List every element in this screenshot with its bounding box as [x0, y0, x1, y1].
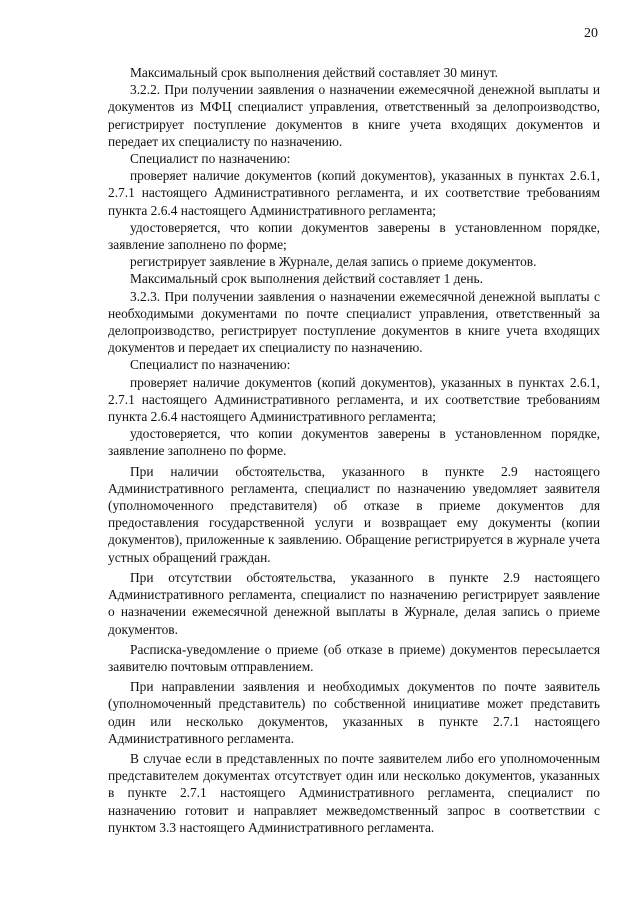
paragraph: Максимальный срок выполнения действий составляет 30 минут. [130, 65, 499, 80]
paragraph: проверяет наличие документов (копий документов), указанных в пунктах 2.6.1, 2.7.1 настоящего Административного регламента, и их соответствие требованиям пункта 2.6.4 настоящего Административного регламента; [108, 374, 600, 425]
paragraph: Специалист по назначению: [130, 357, 291, 373]
paragraph: проверяет наличие документов (копий документов), указанных в пунктах 2.6.1, 2.7.1 настоящего Административного регламента, и их соответствие требованиям пункта 2.6.4 настоящего Административного регламента; [108, 168, 600, 218]
paragraph: Расписка-уведомление о приеме (об отказе в приеме) документов пересылается заявителю почтовым отправлением. [108, 641, 600, 674]
paragraph: удостоверяется, что копии документов заверены в установленном порядке, заявление заполнено по форме. [108, 426, 600, 459]
paragraph: 3.2.3. При получении заявления о назначении ежемесячной денежной выплаты с необходимыми документами по почте специалист управления, ответственный за делопроизводство, регистрирует поступление документов в книге учета входящих документов и передает их специалисту по назначению. [108, 288, 600, 356]
paragraph: удостоверяется, что копии документов заверены в установленном порядке, заявление заполнено по форме; [108, 219, 600, 253]
paragraph: При отсутствии обстоятельства, указанного в пункте 2.9 настоящего Административного регламента, специалист по назначению регистрирует заявление о назначении ежемесячной денежной выплаты в Журнале, делая запись о приеме документов. [108, 569, 600, 637]
paragraph: При наличии обстоятельства, указанного в пункте 2.9 настоящего Административного регламента, специалист по назначению уведомляет заявителя (уполномоченного представителя) об отказе в приеме документов для предоставления государственной услуги и возвращает ему документы (копии документов), приложенные к заявлению. Обращение регистрируется в журнале учета устных обращений граждан. [108, 463, 600, 565]
page-number: 20 [584, 26, 598, 41]
paragraph: Специалист по назначению: [130, 151, 291, 167]
paragraph: 3.2.2. При получении заявления о назначении ежемесячной денежной выплаты и документов из МФЦ специалист управления, ответственный за делопроизводство, регистрирует поступление документов в книге учета входящих документов и передает их специалисту по назначению. [108, 82, 600, 149]
paragraph: При направлении заявления и необходимых документов по почте заявитель (уполномоченный представитель) по собственной инициативе может представить один или несколько документов, указанных в пункте 2.7.1 настоящего Административного регламента. [108, 679, 600, 746]
paragraph: Максимальный срок выполнения действий составляет 1 день. [130, 271, 484, 287]
document-body [108, 64, 600, 836]
paragraph: В случае если в представленных по почте заявителем либо его уполномоченным представителем документах отсутствует один или несколько документов, указанных в пункте 2.7.1 настоящего Административного регламента, специалист по назначению готовит и направляет межведомственный запрос в соответствии с пунктом 3.3 настоящего Административного регламента. [108, 750, 600, 835]
paragraph: регистрирует заявление в Журнале, делая запись о приеме документов. [130, 254, 537, 270]
